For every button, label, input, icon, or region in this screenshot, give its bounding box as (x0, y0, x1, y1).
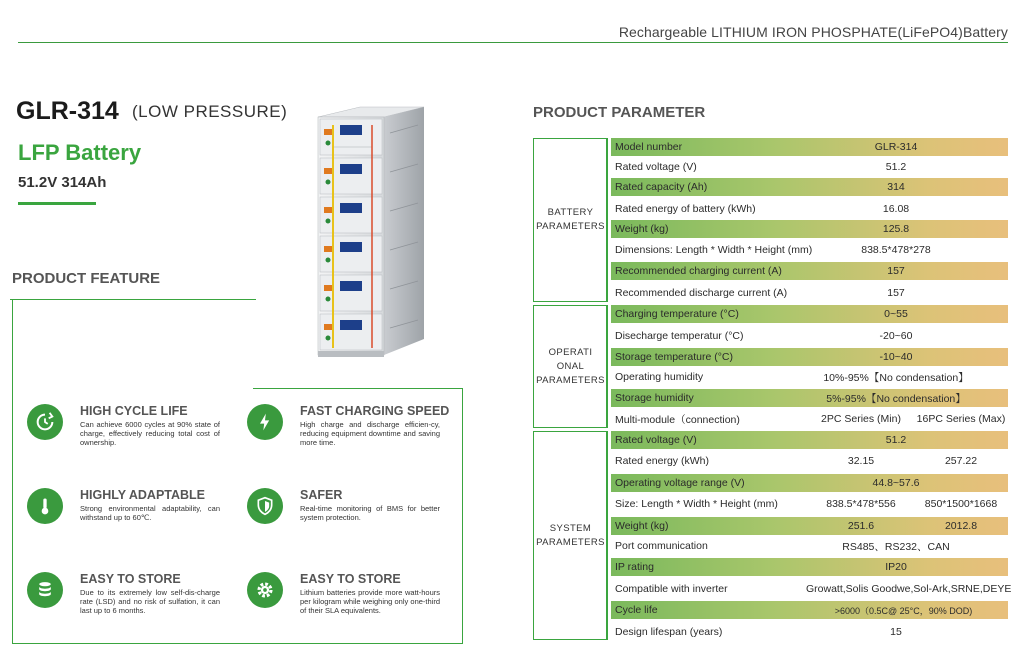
parameter-value: 838.5*478*556 (826, 498, 896, 510)
parameter-row (611, 241, 1008, 259)
parameter-label: Cycle life (615, 604, 658, 616)
parameter-value: 125.8 (882, 223, 910, 235)
parameter-value: 838.5*478*278 (861, 244, 931, 256)
parameter-row (611, 517, 1008, 535)
feature-panel-right-edge (462, 388, 463, 644)
parameter-value: 5%-95%【No condensation】 (826, 392, 966, 405)
parameter-label: Operating voltage range (V) (615, 477, 745, 489)
parameter-row (611, 495, 1008, 513)
parameter-value-max: 16PC Series (Max) (916, 413, 1006, 425)
parameter-value: Growatt,Solis Goodwe,Sol-Ark,SRNE,DEYE (806, 583, 1012, 595)
parameter-label: Size: Length * Width * Height (mm) (615, 498, 778, 510)
product-model: GLR-314 (16, 97, 119, 125)
table-separator (606, 138, 607, 302)
parameter-row (611, 284, 1008, 302)
parameter-value-max: 257.22 (944, 455, 978, 467)
parameter-row (611, 262, 1008, 280)
feature-title: EASY TO STORE (300, 572, 401, 586)
table-separator (606, 431, 607, 640)
parameter-label: Rated voltage (V) (615, 161, 697, 173)
parameter-value: 157 (887, 287, 905, 299)
parameter-value: 0~55 (884, 308, 908, 320)
group-system-parameters (533, 431, 608, 640)
lightning-icon (247, 404, 283, 440)
feature-description: Due to its extremely low self-dis-charge rate (LSD) and no risk of sulfation, it can last up to 6 months. (80, 588, 220, 615)
parameter-label: Weight (kg) (615, 520, 669, 532)
feature-description: Strong environmental adaptability, can withstand up to 60℃. (80, 504, 220, 522)
parameter-row (611, 305, 1008, 323)
group-battery-parameters (533, 138, 608, 302)
product-type: LFP Battery (18, 140, 142, 165)
parameter-value-max: 2012.8 (944, 520, 978, 532)
parameter-value: -20~60 (879, 330, 913, 342)
parameter-row (611, 580, 1012, 598)
parameter-label: Storage temperature (°C) (615, 351, 733, 363)
group-label-line1: BATTERY (547, 207, 594, 218)
feature-title: HIGHLY ADAPTABLE (80, 488, 206, 502)
group-operational-parameters (533, 305, 608, 428)
parameter-row (611, 623, 1008, 641)
feature-title: FAST CHARGING SPEED (300, 404, 450, 418)
feature-description: High charge and discharge efficien-cy, reducing equipment downtime and saving more time. (300, 420, 440, 447)
parameter-row (611, 452, 1008, 470)
parameter-value: IP20 (885, 561, 907, 573)
parameter-row (611, 200, 1008, 218)
parameter-row (611, 178, 1008, 196)
shield-icon (247, 488, 283, 524)
parameter-value-max: 850*1500*1668 (924, 498, 998, 510)
group-label-line2: PARAMETERS (536, 536, 605, 548)
feature-description: Real-time monitoring of BMS for better system protection. (300, 504, 440, 522)
group-label-line1: SYSTEM (549, 522, 592, 534)
feature-title: EASY TO STORE (80, 572, 181, 586)
parameter-label: Recommended discharge current (A) (615, 287, 788, 299)
cycle-icon (27, 404, 63, 440)
parameter-row (611, 158, 1008, 176)
parameter-label: Weight (kg) (615, 223, 669, 235)
parameter-label: Dimensions: Length * Width * Height (mm) (615, 244, 813, 256)
parameter-value: 15 (890, 626, 902, 638)
feature-title: HIGH CYCLE LIFE (80, 404, 188, 418)
parameter-value: 10%-95%【No condensation】 (823, 371, 969, 384)
product-feature-heading: PRODUCT FEATURE (12, 270, 161, 287)
parameter-label: IP rating (615, 561, 654, 573)
feature-title: SAFER (300, 488, 343, 502)
group-label-line2: PARAMETERS (536, 374, 605, 386)
product-parameter-heading: PRODUCT PARAMETER (533, 104, 706, 121)
product-spec: 51.2V 314Ah (18, 174, 107, 191)
parameter-label: Charging temperature (°C) (615, 308, 739, 320)
parameter-value: 2PC Series (Min) (821, 413, 901, 425)
parameter-value: 44.8~57.6 (872, 477, 920, 489)
parameter-label: Rated voltage (V) (615, 434, 697, 446)
parameter-row (611, 431, 1008, 449)
parameter-value: 51.2 (885, 161, 907, 173)
parameter-value: 16.08 (882, 203, 910, 215)
parameter-row (611, 410, 1008, 428)
parameter-value: GLR-314 (874, 141, 918, 153)
group-label-line1: OPERATI ONAL (548, 346, 593, 372)
parameter-label: Recommended charging current (A) (615, 265, 782, 277)
parameter-value: RS485、RS232、CAN (842, 540, 950, 553)
parameter-row (611, 537, 1008, 555)
parameter-label: Multi-module（connection) (615, 413, 740, 426)
feature-description: Lithium batteries provide more watt-hours per kilogram while weighing only one-third of their SLA equivalents. (300, 588, 440, 615)
parameter-value: 32.15 (847, 455, 875, 467)
parameter-row (611, 389, 1008, 407)
parameter-row (611, 348, 1008, 366)
parameter-label: Rated energy (kWh) (615, 455, 709, 467)
parameter-row (611, 327, 1008, 345)
parameter-value: -10~40 (879, 351, 913, 363)
product-model-subtitle: (LOW PRESSURE) (132, 102, 288, 121)
group-label-line2: PARAMETERS (536, 221, 605, 232)
parameter-row (611, 220, 1008, 238)
parameter-row (611, 474, 1008, 492)
header-title: Rechargeable LITHIUM IRON PHOSPHATE(LiFePO4)Battery (618, 24, 1008, 40)
parameter-label: Rated energy of battery (kWh) (615, 203, 756, 215)
feature-panel-top-edge (253, 388, 463, 389)
parameter-label: Design lifespan (years) (615, 626, 723, 638)
parameter-label: Storage humidity (615, 392, 694, 404)
table-separator (606, 305, 607, 428)
parameter-label: Disecharge temperatur (°C) (615, 330, 744, 342)
parameter-label: Operating humidity (615, 371, 704, 383)
feature-description: Can achieve 6000 cycles at 90% state of charge, effectively reducing total cost of ownership. (80, 420, 220, 447)
parameter-row (611, 138, 1008, 156)
header-divider (18, 42, 1008, 43)
gear-icon (247, 572, 283, 608)
database-icon (27, 572, 63, 608)
parameter-row (611, 368, 1008, 386)
parameter-label: Model number (615, 141, 683, 153)
parameter-label: Compatible with inverter (615, 583, 728, 595)
parameter-label: Rated capacity (Ah) (615, 181, 708, 193)
parameter-value: 314 (887, 181, 905, 193)
parameter-value: 51.2 (885, 434, 907, 446)
parameter-row (611, 601, 1008, 619)
spec-underline (18, 202, 96, 205)
thermometer-icon (27, 488, 63, 524)
parameter-value: >6000（0.5C@ 25°C，90% DOD) (834, 605, 973, 616)
parameter-row (611, 558, 1008, 576)
parameter-value: 251.6 (847, 520, 875, 532)
parameter-label: Port communication (615, 540, 708, 552)
parameter-value: 157 (887, 265, 905, 277)
